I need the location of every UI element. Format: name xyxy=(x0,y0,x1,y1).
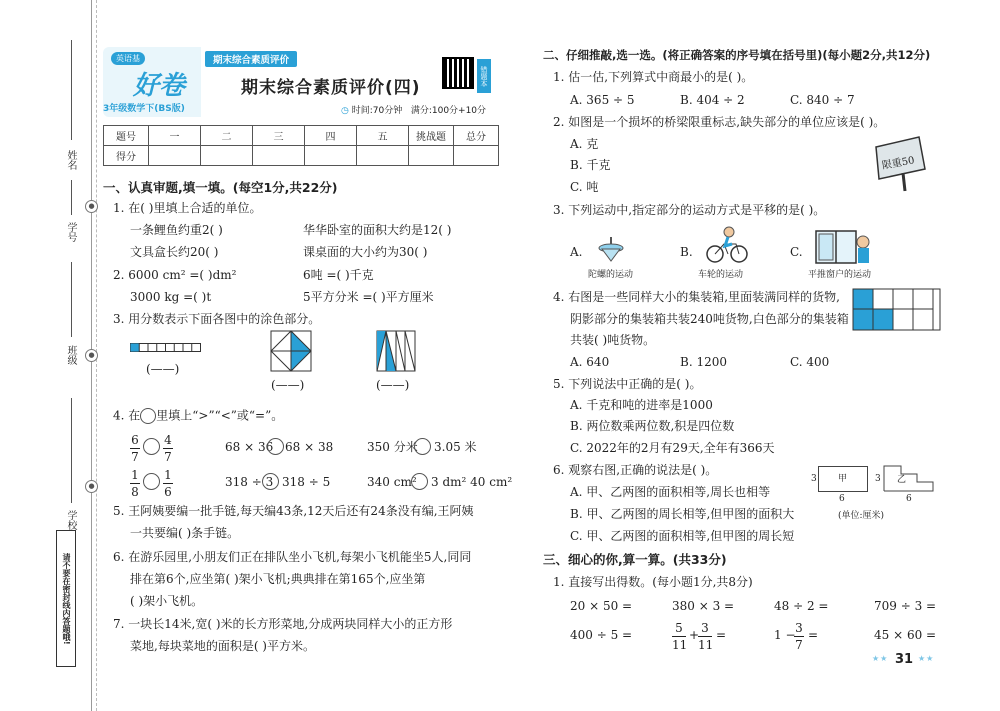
window-icon xyxy=(815,230,873,264)
calc-item: 20 × 50 = xyxy=(570,599,633,613)
score-input[interactable] xyxy=(305,146,357,166)
score-input[interactable] xyxy=(409,146,454,166)
option-b[interactable]: B. 甲、乙两图的周长相等,但甲图的面积大 xyxy=(570,507,795,521)
question-2: 2. 如图是一个损坏的桥梁限重标志,缺失部分的单位应该是( )。 xyxy=(553,115,886,129)
table-cell: 题号 xyxy=(104,126,149,146)
option-b[interactable]: B. 1200 xyxy=(680,355,727,369)
question-4 xyxy=(113,408,283,424)
question-6-line-3: ( )架小飞机。 xyxy=(130,594,204,608)
binding-hole: ● xyxy=(85,200,98,213)
compare-circle-input[interactable] xyxy=(414,438,431,455)
caption: 车轮的运动 xyxy=(698,270,744,280)
question-5-line-1: 5. 王阿姨要编一批手链,每天编43条,12天后还有24条没有编,王阿姨 xyxy=(113,504,474,518)
table-cell: 二 xyxy=(201,126,253,146)
star-decor-icon: ★★ xyxy=(872,654,889,663)
compare-circle-input[interactable] xyxy=(143,473,160,490)
plus-sign: + xyxy=(689,628,700,642)
calc-item: 48 ÷ 2 = xyxy=(774,599,829,613)
sign-text: 限重50 xyxy=(881,155,916,172)
q1-item-b: 华华卧室的面积大约是12( ) xyxy=(303,223,452,237)
class-label: 班级 xyxy=(65,345,76,365)
qr-tag: 错题本 xyxy=(477,59,491,93)
containers-figure xyxy=(852,288,942,332)
q1-item-a: 一条鲤鱼约重2( ) xyxy=(130,223,223,237)
calc-item: 45 × 60 = xyxy=(874,628,937,642)
grade-label: 3年级数学下(BS版) xyxy=(103,104,185,114)
equals-sign: = xyxy=(808,628,819,642)
calc-prefix: 1 − xyxy=(774,628,796,642)
table-cell: 三 xyxy=(253,126,305,146)
fig-label: 3 xyxy=(811,474,817,484)
score-input[interactable] xyxy=(253,146,305,166)
expr: 68 × 38 xyxy=(285,440,334,454)
option-a[interactable]: A. 640 xyxy=(570,355,610,369)
exam-header xyxy=(103,47,496,117)
compare-circle-input[interactable] xyxy=(262,473,279,490)
question-1: 1. 在( )里填上合适的单位。 xyxy=(113,201,262,215)
calc-item: 709 ÷ 3 = xyxy=(874,599,937,613)
score-input[interactable] xyxy=(149,146,201,166)
fig-label: 6 xyxy=(839,494,845,504)
ribbon-label: 期末综合素质评价 xyxy=(205,51,297,67)
compare-circle-input[interactable] xyxy=(143,438,160,455)
figure-yi xyxy=(883,465,935,492)
fraction: 1 8 xyxy=(131,468,139,499)
option-a[interactable]: A. 克 xyxy=(570,137,599,151)
calc-item: 400 ÷ 5 = xyxy=(570,628,633,642)
section-2-heading: 二、仔细推敲,选一选。(将正确答案的序号填在括号里)(每小题2分,共12分) xyxy=(543,48,931,62)
expr: 340 cm² xyxy=(367,475,417,489)
option-a[interactable]: A. 甲、乙两图的面积相等,周长也相等 xyxy=(570,485,771,499)
table-cell: 得分 xyxy=(104,146,149,166)
equals-sign: = xyxy=(716,628,727,642)
time-info xyxy=(341,103,486,116)
compare-circle-input[interactable] xyxy=(267,438,284,455)
class-write-line xyxy=(71,262,72,337)
answer-blank[interactable]: (——) xyxy=(376,378,410,392)
question-4-line-3: 共装( )吨货物。 xyxy=(570,333,656,347)
table-row xyxy=(104,126,499,146)
binding-hole: ● xyxy=(85,349,98,362)
option-c[interactable]: C. 2022年的2月有29天,全年有366天 xyxy=(570,441,775,455)
table-cell: 总分 xyxy=(454,126,499,146)
option-b[interactable]: B. 两位数乘两位数,积是四位数 xyxy=(570,419,735,433)
bicycle-icon xyxy=(706,226,748,264)
option-a[interactable]: A. xyxy=(570,245,583,259)
compare-circle xyxy=(140,408,156,424)
question-4-line-1: 4. 右图是一些同样大小的集装箱,里面装满同样的货物, xyxy=(553,290,840,304)
school-label: 学校 xyxy=(65,510,76,530)
fraction: 4 7 xyxy=(164,433,172,464)
option-c[interactable]: C. 840 ÷ 7 xyxy=(790,93,855,107)
option-b[interactable]: B. 千克 xyxy=(570,158,611,172)
option-b[interactable]: B. xyxy=(680,245,693,259)
table-cell: 五 xyxy=(357,126,409,146)
score-table xyxy=(103,125,499,166)
student-id-label: 学号 xyxy=(65,222,76,242)
fraction: 3 11 xyxy=(698,621,714,652)
unit-note: (单位:厘米) xyxy=(838,511,885,521)
brand-logo xyxy=(103,47,201,117)
question-7-line-1: 7. 一块长14米,宽( )米的长方形菜地,分成两块同样大小的正方形 xyxy=(113,617,453,631)
expr: 68 × 36 xyxy=(225,440,274,454)
option-a[interactable]: A. 千克和吨的进率是1000 xyxy=(570,398,713,412)
question-5-line-2: 一共要编( )条手链。 xyxy=(130,526,240,540)
score-input[interactable] xyxy=(201,146,253,166)
star-decor-icon: ★★ xyxy=(918,654,935,663)
expr: 350 分米 xyxy=(367,440,418,454)
fraction: 5 11 xyxy=(672,621,688,652)
binding-strip xyxy=(0,0,100,711)
page-number: 31 xyxy=(895,652,914,667)
expr: 3.05 米 xyxy=(434,440,477,454)
q2-item-b: 6吨 =( )千克 xyxy=(303,268,374,282)
question-3-1: 1. 直接写出得数。(每小题1分,共8分) xyxy=(553,575,753,589)
q2-item-d: 5平方分米 =( )平方厘米 xyxy=(303,290,434,304)
parallelogram-figure xyxy=(376,330,416,372)
option-c[interactable]: C. 甲、乙两图的面积相等,但甲图的周长短 xyxy=(570,529,795,543)
name-label: 姓名 xyxy=(65,150,76,170)
full-score: 满分:100分+10分 xyxy=(410,106,487,116)
question-6-line-2: 排在第6个,应坐第( )架小飞机;典典排在第165个,应坐第 xyxy=(130,572,426,586)
q1-item-d: 课桌面的大小约为30( ) xyxy=(303,245,428,259)
table-cell: 四 xyxy=(305,126,357,146)
table-cell: 一 xyxy=(149,126,201,146)
section-3-heading: 三、细心的你,算一算。(共33分) xyxy=(543,552,727,567)
seal-notice: 请不要在密封线内答题哦! xyxy=(56,530,76,667)
caption: 陀螺的运动 xyxy=(588,270,634,280)
option-c[interactable]: C. 400 xyxy=(790,355,830,369)
strip-figure xyxy=(130,343,202,353)
question-3: 3. 用分数表示下面各图中的涂色部分。 xyxy=(113,312,321,326)
fig-label: 甲 xyxy=(838,474,848,484)
question-1: 1. 估一估,下列算式中商最小的是( )。 xyxy=(553,70,754,84)
brand-badge: 英语基 xyxy=(111,52,145,65)
caption: 平推窗户的运动 xyxy=(808,270,872,280)
fig-label: 6 xyxy=(906,494,912,504)
question-7-line-2: 菜地,每块菜地的面积是( )平方米。 xyxy=(130,639,315,653)
score-input[interactable] xyxy=(357,146,409,166)
q2-item-a: 2. 6000 cm² =( )dm² xyxy=(113,268,237,282)
option-b[interactable]: B. 404 ÷ 2 xyxy=(680,93,745,107)
compare-circle-input[interactable] xyxy=(411,473,428,490)
id-write-line xyxy=(71,180,72,215)
question-6-line-1: 6. 在游乐园里,小朋友们正在排队坐小飞机,每架小飞机能坐5人,同同 xyxy=(113,550,472,564)
calc-item: 380 × 3 = xyxy=(672,599,735,613)
fraction: 1 6 xyxy=(164,468,172,499)
q1-item-c: 文具盒长约20( ) xyxy=(130,245,219,259)
table-cell: 挑战题 xyxy=(409,126,454,146)
question-3: 3. 下列运动中,指定部分的运动方式是平移的是( )。 xyxy=(553,203,826,217)
expr: 318 ÷ 3 xyxy=(225,475,274,489)
expr: 3 dm² 40 cm² xyxy=(431,475,513,489)
q4-suffix: 里填上“>”“<”或“=”。 xyxy=(156,408,284,423)
page-title: 期末综合素质评价(四) xyxy=(241,78,421,98)
option-c[interactable]: C. 吨 xyxy=(570,180,599,194)
option-c[interactable]: C. xyxy=(790,245,803,259)
binding-hole: ● xyxy=(85,480,98,493)
answer-blank[interactable]: (——) xyxy=(146,362,180,376)
fraction: 6 7 xyxy=(131,433,139,464)
fraction: 3 7 xyxy=(795,621,803,652)
spinning-top-icon xyxy=(598,236,624,262)
time-limit: 时间:70分钟 xyxy=(351,106,403,116)
question-4-line-2: 阴影部分的集装箱共装240吨货物,白色部分的集装箱 xyxy=(570,312,849,326)
question-5: 5. 下列说法中正确的是( )。 xyxy=(553,377,702,391)
section-1-heading: 一、认真审题,填一填。(每空1分,共22分) xyxy=(103,180,338,195)
option-a[interactable]: A. 365 ÷ 5 xyxy=(570,93,635,107)
table-row xyxy=(104,146,499,166)
name-write-line xyxy=(71,40,72,140)
q2-item-c: 3000 kg =( )t xyxy=(130,290,212,304)
q4-prefix: 4. 在 xyxy=(113,408,141,423)
score-input[interactable] xyxy=(454,146,499,166)
answer-blank[interactable]: (——) xyxy=(271,378,305,392)
clock-icon: ◷ xyxy=(341,106,349,116)
school-write-line xyxy=(71,398,72,503)
question-6: 6. 观察右图,正确的说法是( )。 xyxy=(553,463,718,477)
square-figure xyxy=(270,330,312,372)
fig-label: 3 xyxy=(875,474,881,484)
qr-code-icon[interactable] xyxy=(442,57,474,89)
expr: 318 ÷ 5 xyxy=(282,475,331,489)
fig-label: 乙 xyxy=(897,475,907,485)
logo-text: 好卷 xyxy=(133,71,186,101)
